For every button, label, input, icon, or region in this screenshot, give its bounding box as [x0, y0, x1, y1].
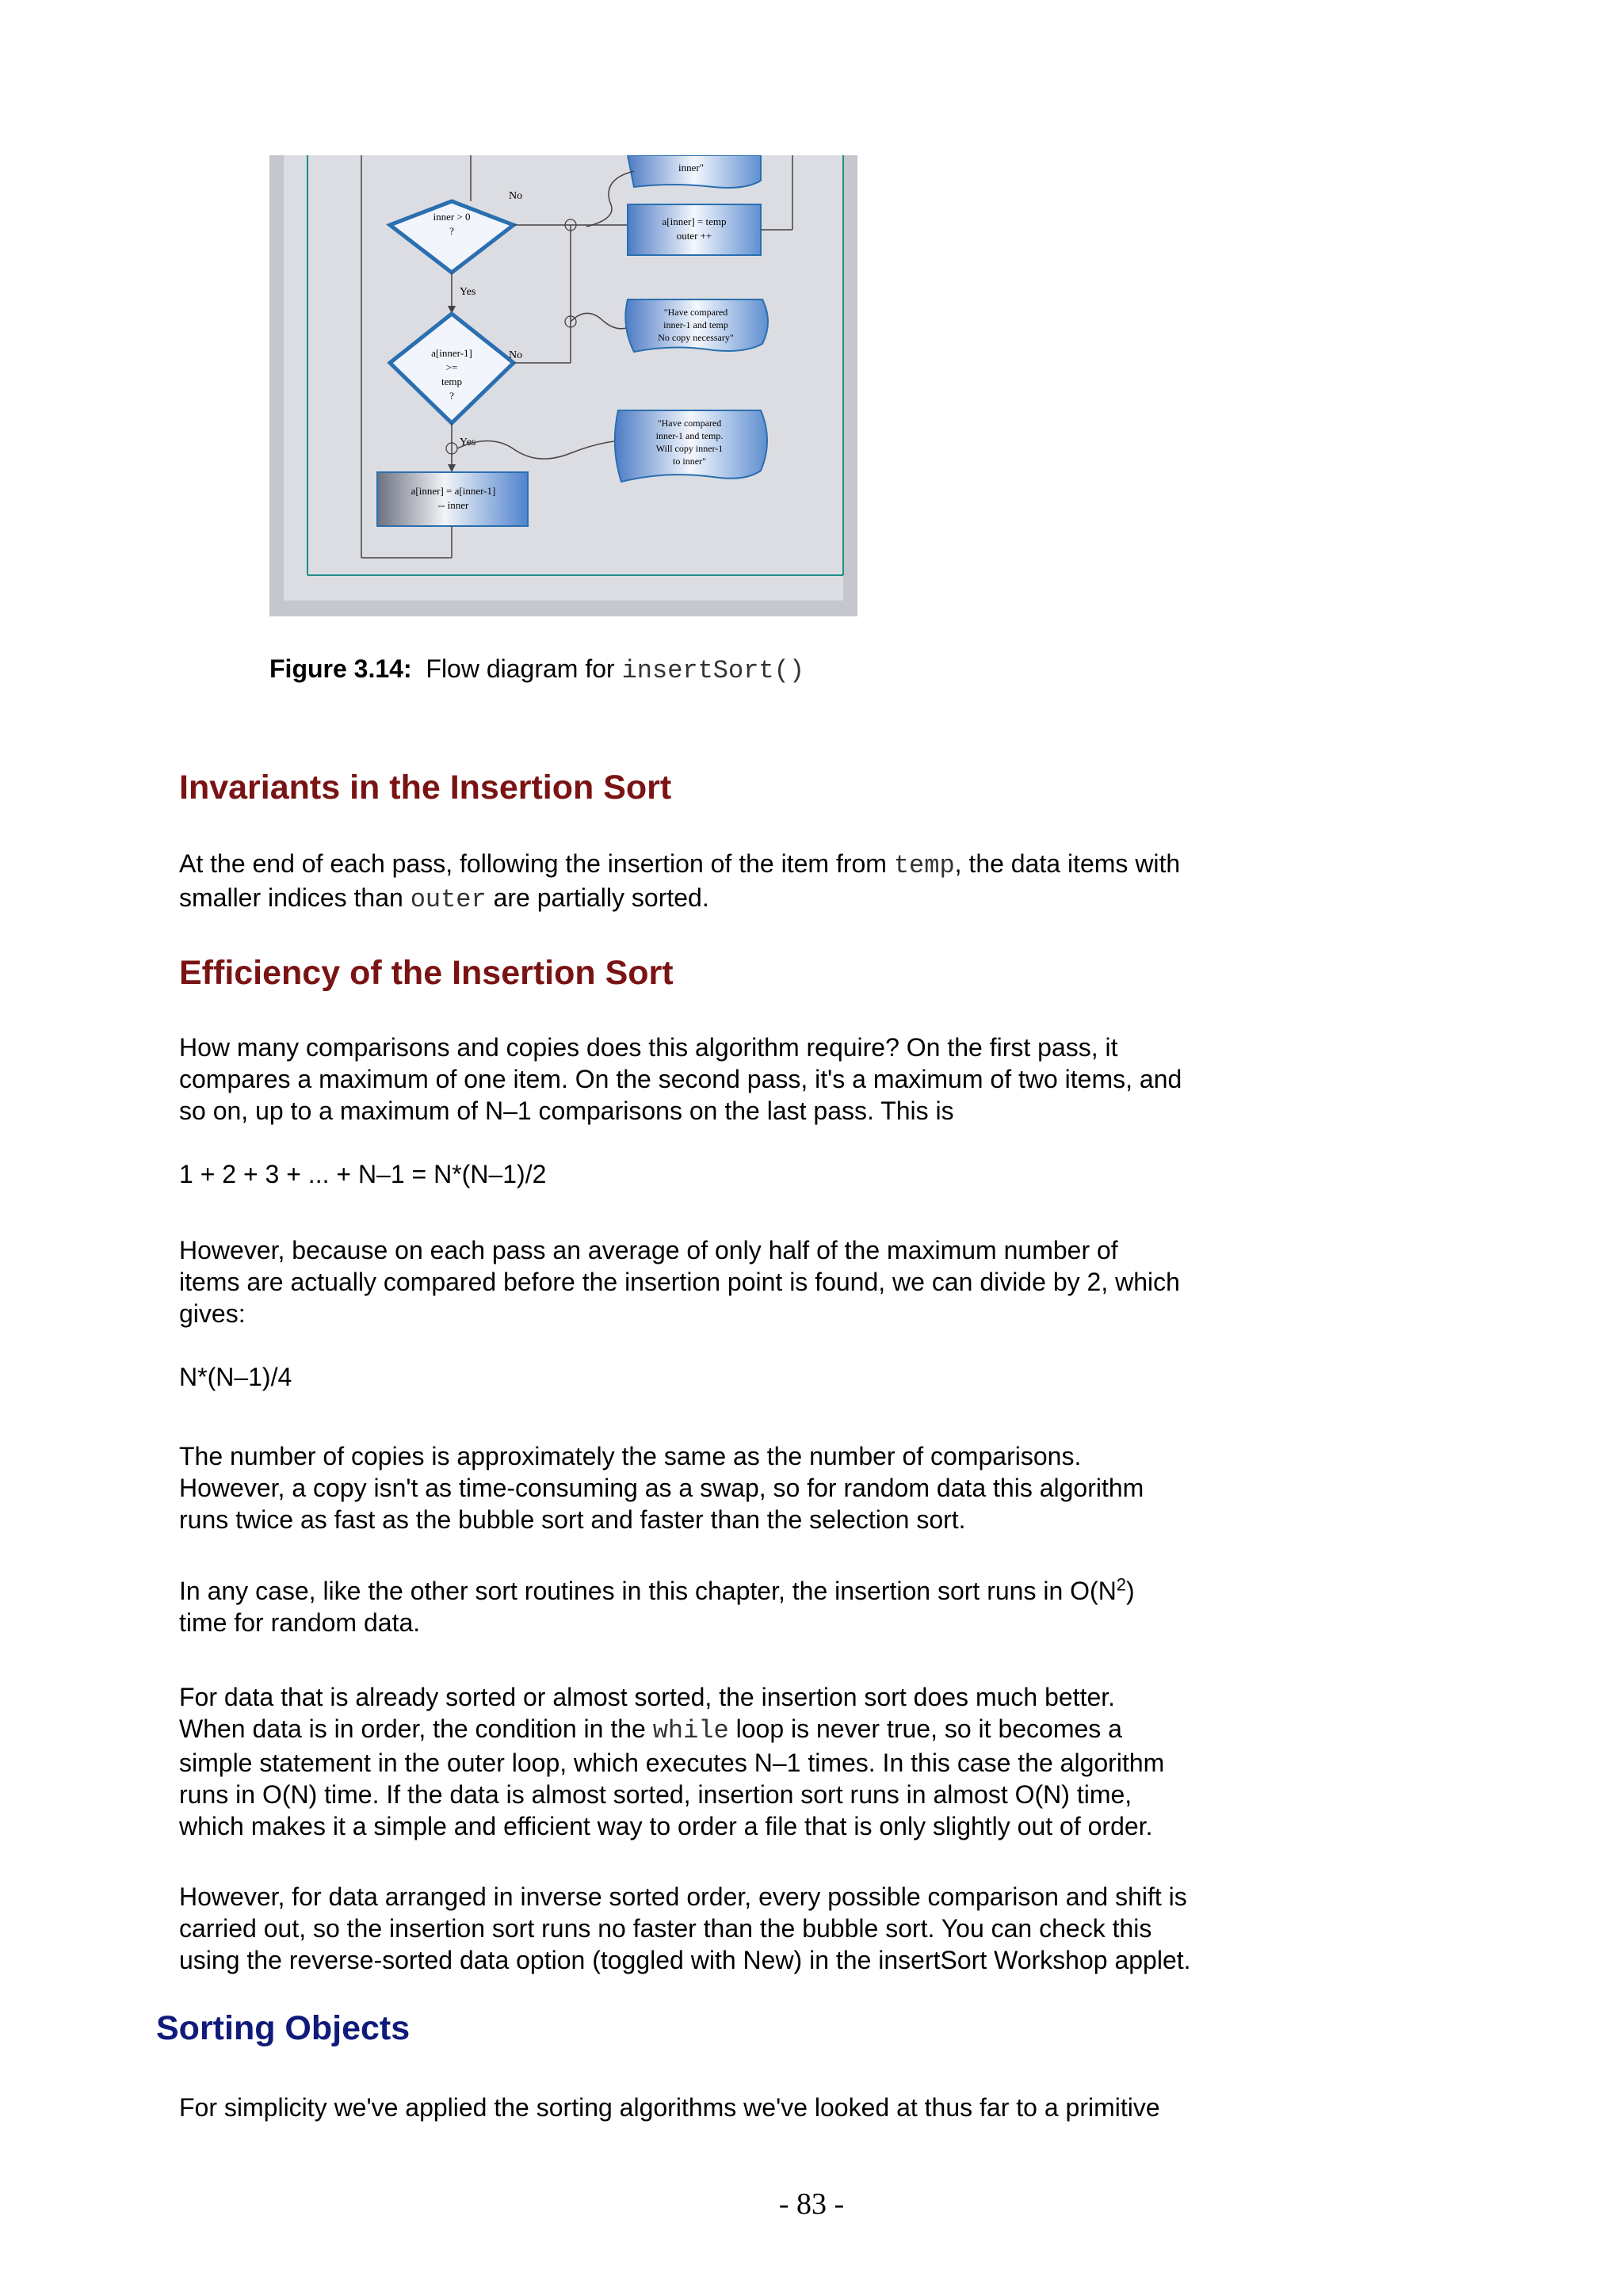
- label-no-1: No: [509, 190, 523, 202]
- top-partial-text: inner": [678, 162, 705, 174]
- svg-text:a[inner-1]: a[inner-1]: [431, 347, 472, 359]
- paragraph-efficiency-3: The number of copies is approximately the same as the number of comparisons. However, a copy isn't as time-consuming as a swap, so for random data this algorithm runs twice as fast as the bubble sort and faster than the selection sort.: [179, 1442, 1144, 1534]
- code-while: while: [652, 1716, 729, 1745]
- svg-text:temp: temp: [441, 376, 462, 387]
- heading-sorting-objects: Sorting Objects: [156, 2009, 411, 2047]
- paragraph-invariants: At the end of each pass, following the insertion of the item from temp, the data items with smaller indices than outer are partially sorted.: [179, 849, 1181, 914]
- heading-efficiency: Efficiency of the Insertion Sort: [179, 954, 674, 992]
- svg-text:to inner": to inner": [673, 456, 706, 467]
- svg-text:No copy necessary": No copy necessary": [658, 332, 734, 343]
- caption-text: Flow diagram for: [426, 654, 615, 683]
- paragraph-efficiency-6: However, for data arranged in inverse sorted order, every possible comparison and shift is carried out, so the insertion sort runs no faster than the bubble sort. You can check this using the reverse-sorted data option (toggled with New) in the insertSort Workshop applet.: [179, 1882, 1191, 1974]
- svg-text:-- inner: -- inner: [437, 499, 469, 511]
- assign-box: [628, 204, 761, 255]
- flow-diagram-figure: [269, 155, 857, 616]
- svg-text:a[inner] = temp: a[inner] = temp: [662, 215, 727, 227]
- label-yes-1: Yes: [460, 286, 476, 298]
- svg-text:inner-1 and temp.: inner-1 and temp.: [655, 430, 724, 441]
- page-number: - 83 -: [778, 2187, 845, 2221]
- formula-quarter: N*(N–1)/4: [179, 1363, 292, 1391]
- code-temp: temp: [893, 851, 955, 880]
- svg-text:"Have compared: "Have compared: [663, 307, 728, 318]
- top-partial-box: [628, 155, 761, 188]
- caption-label: Figure 3.14:: [269, 654, 412, 683]
- figure-caption: [269, 654, 804, 685]
- superscript-2: 2: [1116, 1574, 1127, 1595]
- paragraph-sorting-objects: For simplicity we've applied the sorting algorithms we've looked at thus far to a primitive: [179, 2093, 1160, 2122]
- note-copy: [615, 410, 767, 482]
- svg-text:"Have compared: "Have compared: [657, 418, 722, 429]
- heading-invariants: Invariants in the Insertion Sort: [179, 769, 672, 807]
- code-outer: outer: [410, 885, 487, 914]
- caption-code: insertSort(): [621, 656, 805, 685]
- paragraph-efficiency-1: How many comparisons and copies does this algorithm require? On the first pass, it compares a maximum of one item. On the second pass, it's a maximum of two items, and so on, up to a maximum of N–1 comparisons on the last pass. This is: [179, 1033, 1182, 1125]
- svg-text:?: ?: [449, 225, 454, 237]
- svg-text:a[inner] = a[inner-1]: a[inner] = a[inner-1]: [411, 485, 496, 497]
- svg-text:?: ?: [449, 390, 454, 402]
- svg-text:>=: >=: [445, 361, 458, 373]
- svg-text:outer ++: outer ++: [676, 230, 712, 242]
- svg-text:Will copy inner-1: Will copy inner-1: [655, 443, 724, 454]
- svg-text:inner-1 and temp: inner-1 and temp: [663, 319, 728, 330]
- shift-box: [377, 472, 528, 526]
- paragraph-efficiency-2: However, because on each pass an average of only half of the maximum number of items are actually compared before the insertion point is found, we can divide by 2, which gives:: [179, 1236, 1180, 1328]
- paragraph-efficiency-5: For data that is already sorted or almost sorted, the insertion sort does much better. When data is in order, the condition in the while loop is never true, so it becomes a simple statement in the outer loop, which executes N–1 times. In this case the algorithm runs in O(N) time. If the data is almost sorted, insertion sort runs in almost O(N) time, which makes it a simple and efficient way to order a file that is only slightly out of order.: [179, 1683, 1165, 1840]
- note-no-copy: [625, 299, 768, 352]
- paragraph-efficiency-4: In any case, like the other sort routines in this chapter, the insertion sort runs in $O(N^2)$ time for random data.: [179, 1574, 1135, 1637]
- label-yes-2: Yes: [460, 437, 476, 448]
- label-no-2: No: [509, 349, 523, 361]
- svg-text:inner > 0: inner > 0: [433, 211, 471, 223]
- formula-sum: 1 + 2 + 3 + ... + N–1 = N*(N–1)/2: [179, 1160, 547, 1188]
